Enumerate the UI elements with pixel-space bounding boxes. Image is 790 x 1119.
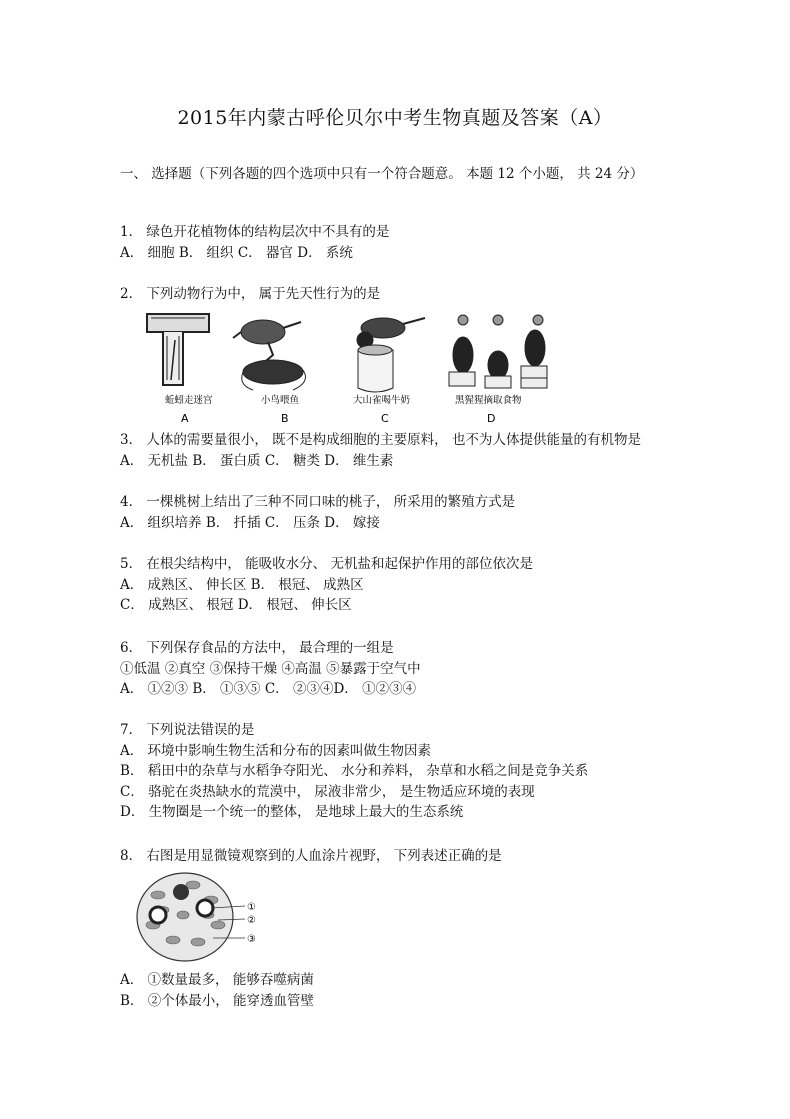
question-stem: 7． 下列说法错误的是 — [120, 722, 255, 738]
marker-1: ① — [247, 902, 256, 913]
question-stem: 2． 下列动物行为中， 属于先天性行为的是 — [120, 286, 381, 302]
marker-2: ② — [247, 915, 256, 926]
option-d: D． 生物圈是一个统一的整体， 是地球上最大的生态系统 — [120, 804, 464, 820]
maze-illustration — [147, 314, 209, 385]
page-title: 2015年内蒙古呼伦贝尔中考生物真题及答案（A） — [177, 107, 613, 129]
option-a: A． 环境中影响生物生活和分布的因素叫做生物因素 — [120, 742, 432, 759]
question-options: A． ①②③ B． ①③⑤ C． ②③④D． ①②③④ — [120, 681, 417, 697]
question-options: A． 成熟区、 伸长区 B． 根冠、 成熟区 — [120, 576, 364, 593]
question-4 — [120, 492, 515, 533]
caption-c: 大山雀喝牛奶 — [353, 395, 411, 406]
question-options: A． 无机盐 B． 蛋白质 C． 糖类 D． 维生素 — [120, 452, 394, 469]
question-stem: 6． 下列保存食品的方法中， 最合理的一组是 — [120, 640, 394, 656]
question-7 — [120, 720, 588, 823]
marker-3: ③ — [247, 934, 256, 945]
question-8 — [120, 846, 502, 867]
question-5 — [120, 554, 533, 616]
question-stem: 5． 在根尖结构中， 能吸收水分、 无机盐和起保护作用的部位依次是 — [120, 556, 533, 572]
label-c: C — [381, 412, 389, 425]
question-3 — [120, 430, 641, 471]
caption-a: 蚯蚓走迷宫 — [165, 395, 213, 406]
question-stem: 8． 右图是用显微镜观察到的人血涂片视野， 下列表述正确的是 — [120, 848, 502, 864]
question-items: ①低温 ②真空 ③保持干燥 ④高温 ⑤暴露于空气中 — [120, 660, 421, 677]
section-heading: 一、 选择题（下列各题的四个选项中只有一个符合题意。 本题 12 个小题， 共 24 分） — [120, 166, 644, 182]
white-blood-cell — [150, 907, 166, 923]
option-c: C． 骆驼在炎热缺水的荒漠中， 尿液非常少， 是生物适应环境的表现 — [120, 783, 535, 800]
question-2 — [120, 284, 380, 305]
option-b: B． ②个体最小， 能穿透血管壁 — [120, 992, 315, 1009]
question-stem: 4． 一棵桃树上结出了三种不同口味的桃子， 所采用的繁殖方式是 — [120, 494, 516, 510]
question-options: A． 组织培养 B． 扦插 C． 压条 D． 嫁接 — [120, 514, 380, 531]
question-stem: 1． 绿色开花植物体的结构层次中不具有的是 — [120, 224, 390, 240]
option-a: A． ①数量最多， 能够吞噬病菌 — [120, 972, 314, 988]
question-1 — [120, 222, 389, 263]
question-6 — [120, 638, 421, 700]
bird-feeding-fish-illustration — [233, 320, 305, 390]
question-8-options — [120, 970, 314, 1011]
label-d: D — [487, 412, 496, 425]
caption-d: 黑猩猩摘取食物 — [455, 395, 522, 406]
question-options: A． 细胞 B． 组织 C． 器官 D． 系统 — [120, 244, 353, 261]
great-tit-milk-illustration — [357, 318, 425, 392]
question-options: C． 成熟区、 根冠 D． 根冠、 伸长区 — [120, 597, 352, 613]
question-stem: 3． 人体的需要量很小， 既不是构成细胞的主要原料， 也不为人体提供能量的有机物是 — [120, 432, 641, 448]
caption-b: 小鸟喂鱼 — [261, 395, 300, 406]
label-a: A — [181, 412, 189, 425]
behavior-figure — [143, 310, 563, 425]
blood-smear-figure — [133, 870, 273, 965]
label-b: B — [281, 412, 289, 425]
white-blood-cell — [197, 900, 213, 916]
option-b: B． 稻田中的杂草与水稻争夺阳光、 水分和养料， 杂草和水稻之间是竞争关系 — [120, 763, 589, 779]
chimpanzee-illustration — [449, 315, 547, 388]
white-blood-cell — [173, 884, 189, 900]
